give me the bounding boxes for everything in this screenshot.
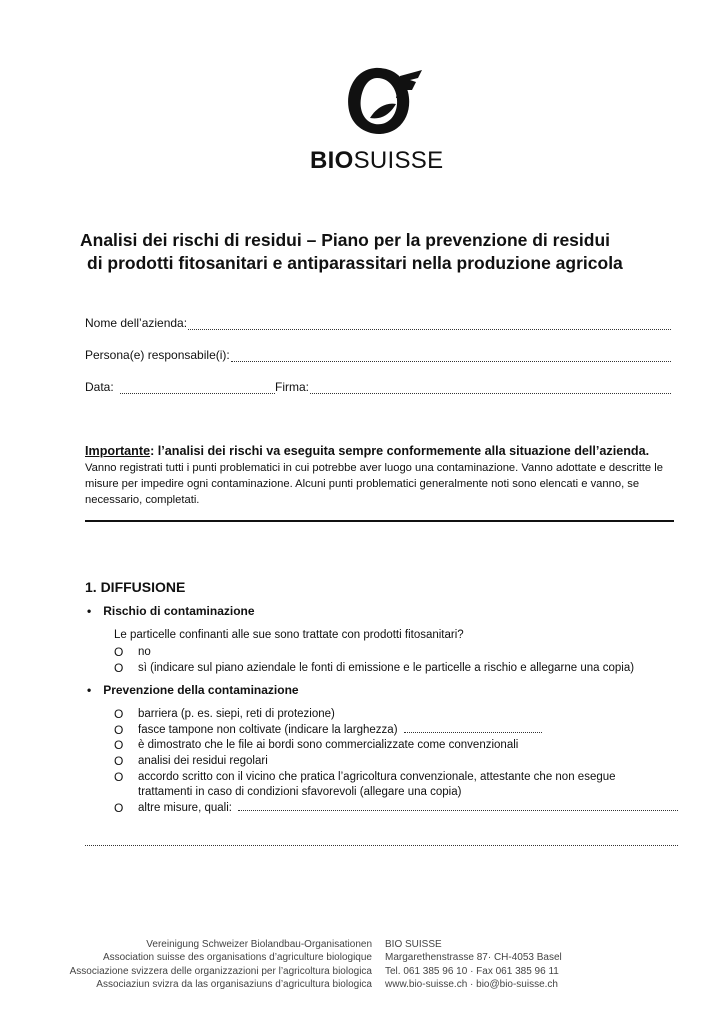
important-body: Vanno registrati tutti i punti problematici in cui potrebbe aver luogo una contaminazione. Vanno adottate e descritte le misure per impedire ogni contaminazione. Alcuni punti problematici generalmente noti sono elencati e vanno, se necessario, completati. — [85, 462, 663, 506]
option-analisi[interactable]: O analisi dei residui regolari — [114, 754, 268, 768]
checkbox-icon: O — [114, 738, 124, 752]
risk-heading: • Rischio di contaminazione — [87, 604, 255, 618]
option-fasce-tampone[interactable]: O fasce tampone non coltivate (indicare la larghezza) — [114, 723, 542, 739]
option-accordo[interactable]: O accordo scritto con il vicino che pratica l’agricoltura convenzionale, attestante che non esegue — [114, 770, 616, 784]
prevention-heading: • Prevenzione della contaminazione — [87, 683, 299, 697]
checkbox-icon: O — [114, 754, 124, 768]
brand-name: BIOSUISSE — [310, 147, 444, 174]
checkbox-icon: O — [114, 723, 124, 737]
checkbox-icon: O — [114, 770, 124, 784]
altre-misure-line[interactable] — [238, 801, 678, 811]
data-label: Data: — [85, 380, 114, 394]
title-line-2: di prodotti fitosanitari e antiparassitari nella produzione agricola — [87, 253, 623, 273]
footer-org-names: Vereinigung Schweizer Biolandbau-Organisationen Association suisse des organisations d’agriculture biologique Associazione svizzera delle organizzazioni per l’agricoltura biologica Associaziun svizra da las organisaziuns d’agricultura biologica — [69, 939, 372, 990]
important-note: Importante: l’analisi dei rischi va eseguita sempre conformemente alla situazione dell’azienda. Vanno registrati tutti i punti problematici in cui potrebbe aver luogo una contaminazione. Vanno adottate e descritte le misure per impedire ogni contaminazione. Alcuni punti problematici generalmente noti sono elencati e vanno, se necessario, completati. — [85, 444, 663, 506]
data-line[interactable] — [120, 383, 275, 394]
responsabili-field[interactable] — [85, 348, 671, 362]
footer-contact: BIO SUISSE Margarethenstrasse 87· CH-4053 Basel Tel. 061 385 96 10 · Fax 061 385 96 11 www.bio-suisse.ch · bio@bio-suisse.ch — [385, 939, 562, 990]
bullet-icon: • — [87, 604, 92, 618]
option-accordo-cont: trattamenti in caso di condizioni sfavorevoli (allegare una copia) — [138, 786, 462, 798]
azienda-line[interactable] — [188, 319, 671, 330]
data-field[interactable] — [85, 380, 275, 394]
document-title — [80, 229, 700, 275]
important-keyword: Importante — [85, 444, 151, 458]
responsabili-label: Persona(e) responsabile(i): — [85, 348, 230, 362]
option-file-bordi[interactable]: O è dimostrato che le file ai bordi sono commercializzate come convenzionali — [114, 738, 519, 752]
checkbox-icon: O — [114, 645, 124, 659]
firma-label: Firma: — [275, 380, 309, 394]
option-barriera[interactable]: O barriera (p. es. siepi, reti di protezione) — [114, 707, 335, 721]
larghezza-line[interactable] — [404, 723, 542, 733]
section-title: 1. DIFFUSIONE — [85, 579, 186, 595]
azienda-label: Nome dell’azienda: — [85, 316, 188, 330]
bullet-icon: • — [87, 683, 92, 697]
extra-line[interactable] — [85, 845, 678, 846]
bud-icon — [330, 62, 430, 142]
azienda-field[interactable] — [85, 316, 671, 330]
checkbox-icon: O — [114, 801, 124, 815]
option-no[interactable]: O no — [114, 645, 151, 659]
checkbox-icon: O — [114, 661, 124, 675]
bio-suisse-logo — [310, 62, 450, 177]
firma-field[interactable] — [275, 380, 671, 394]
checkbox-icon: O — [114, 707, 124, 721]
divider — [85, 520, 674, 522]
option-si[interactable]: O sì (indicare sul piano aziendale le fonti di emissione e le particelle a rischio e allegarne una copia) — [114, 661, 635, 675]
risk-question: Le particelle confinanti alle sue sono trattate con prodotti fitosanitari? — [114, 629, 464, 641]
option-altre[interactable]: O altre misure, quali: — [114, 801, 678, 817]
important-bold: l’analisi dei rischi va eseguita sempre conformemente alla situazione dell’azienda. — [154, 444, 650, 458]
title-line-1: Analisi dei rischi di residui – Piano per la prevenzione di residui — [80, 230, 611, 250]
firma-line[interactable] — [310, 383, 671, 394]
responsabili-line[interactable] — [231, 351, 671, 362]
